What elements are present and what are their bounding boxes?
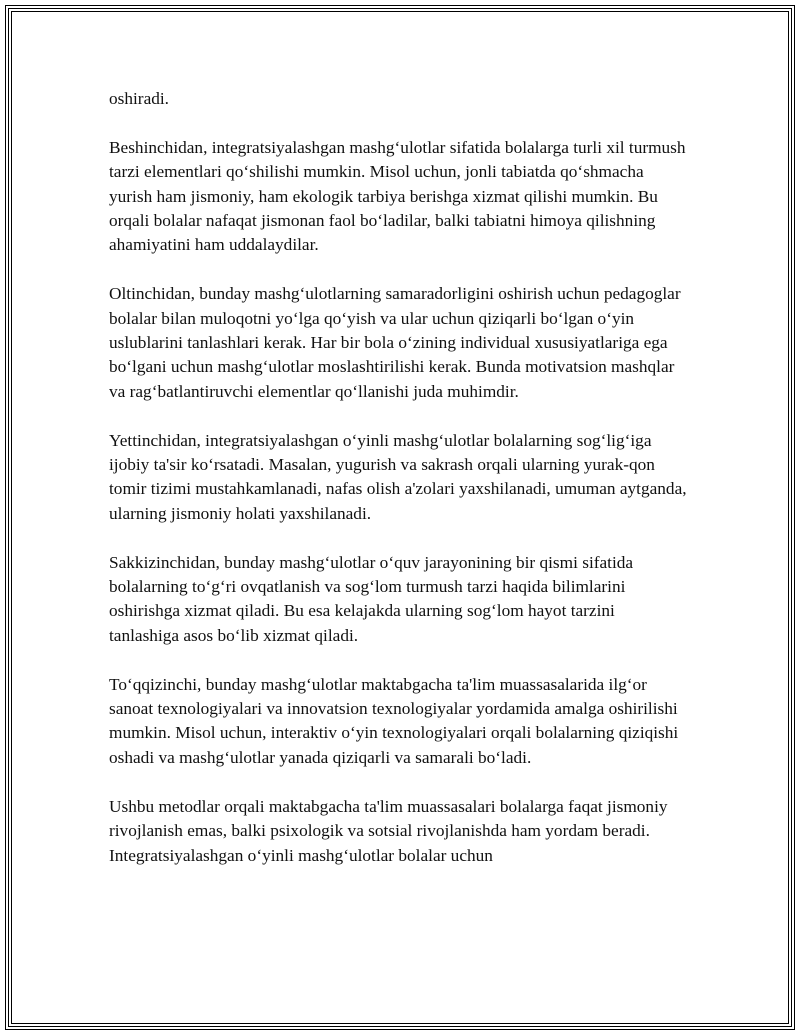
document-body bbox=[109, 87, 689, 892]
paragraph: oshiradi. bbox=[109, 89, 169, 108]
paragraph: Oltinchidan, bunday mashg‘ulotlarning samaradorligini oshirish uchun pedagoglar bolalar bilan muloqotni yo‘lga qo‘yish va ular uchun qiziqarli bo‘lgan o‘yin uslublarini tanlashlari kerak. Har bir bola o‘zining individual xususiyatlariga ega bo‘lgani uchun mashg‘ulotlar moslashtirilishi kerak. Bunda motivatsion mashqlar va rag‘batlantiruvchi elementlar qo‘llanishi juda muhimdir. bbox=[109, 284, 681, 401]
paragraph: Sakkizinchidan, bunday mashg‘ulotlar o‘quv jarayonining bir qismi sifatida bolalarning to‘g‘ri ovqatlanish va sog‘lom turmush tarzi haqida bilimlarini oshirishga xizmat qiladi. Bu esa kelajakda ularning sog‘lom hayot tarzini tanlashiga asos bo‘lib xizmat qiladi. bbox=[109, 552, 634, 645]
paragraph: Beshinchidan, integratsiyalashgan mashg‘ulotlar sifatida bolalarga turli xil turmush tarzi elementlari qo‘shilishi mumkin. Misol uchun, jonli tabiatda qo‘shmacha yurish ham jismoniy, ham ekologik tarbiya berishga xizmat qilishi mumkin. Bu orqali bolalar nafaqat jismonan faol bo‘ladilar, balki tabiatni himoya qilishning ahamiyatini ham uddalaydilar. bbox=[109, 137, 686, 255]
paragraph: Ushbu metodlar orqali maktabgacha ta'lim muassasalari bolalarga faqat jismoniy rivojlanish emas, balki psixologik va sotsial rivojlanishda ham yordam beradi. Integratsiyalashgan o‘yinli mashg‘ulotlar bolalar uchun bbox=[109, 796, 668, 865]
paragraph: To‘qqizinchi, bunday mashg‘ulotlar maktabgacha ta'lim muassasalarida ilg‘or sanoat texnologiyalari va innovatsion texnologiyalar yordamida amalga oshirilishi mumkin. Misol uchun, interaktiv o‘yin texnologiyalari orqali bolalarning qiziqishi oshadi va mashg‘ulotlar yanada qiziqarli va samarali bo‘ladi. bbox=[109, 674, 679, 767]
paragraph: Yettinchidan, integratsiyalashgan o‘yinli mashg‘ulotlar bolalarning sog‘lig‘iga ijobiy ta'sir ko‘rsatadi. Masalan, yugurish va sakrash orqali ularning yurak-qon tomir tizimi mustahkamlanadi, nafas olish a'zolari yaxshilanadi, umuman aytganda, ularning jismoniy holati yaxshilanadi. bbox=[109, 430, 687, 523]
